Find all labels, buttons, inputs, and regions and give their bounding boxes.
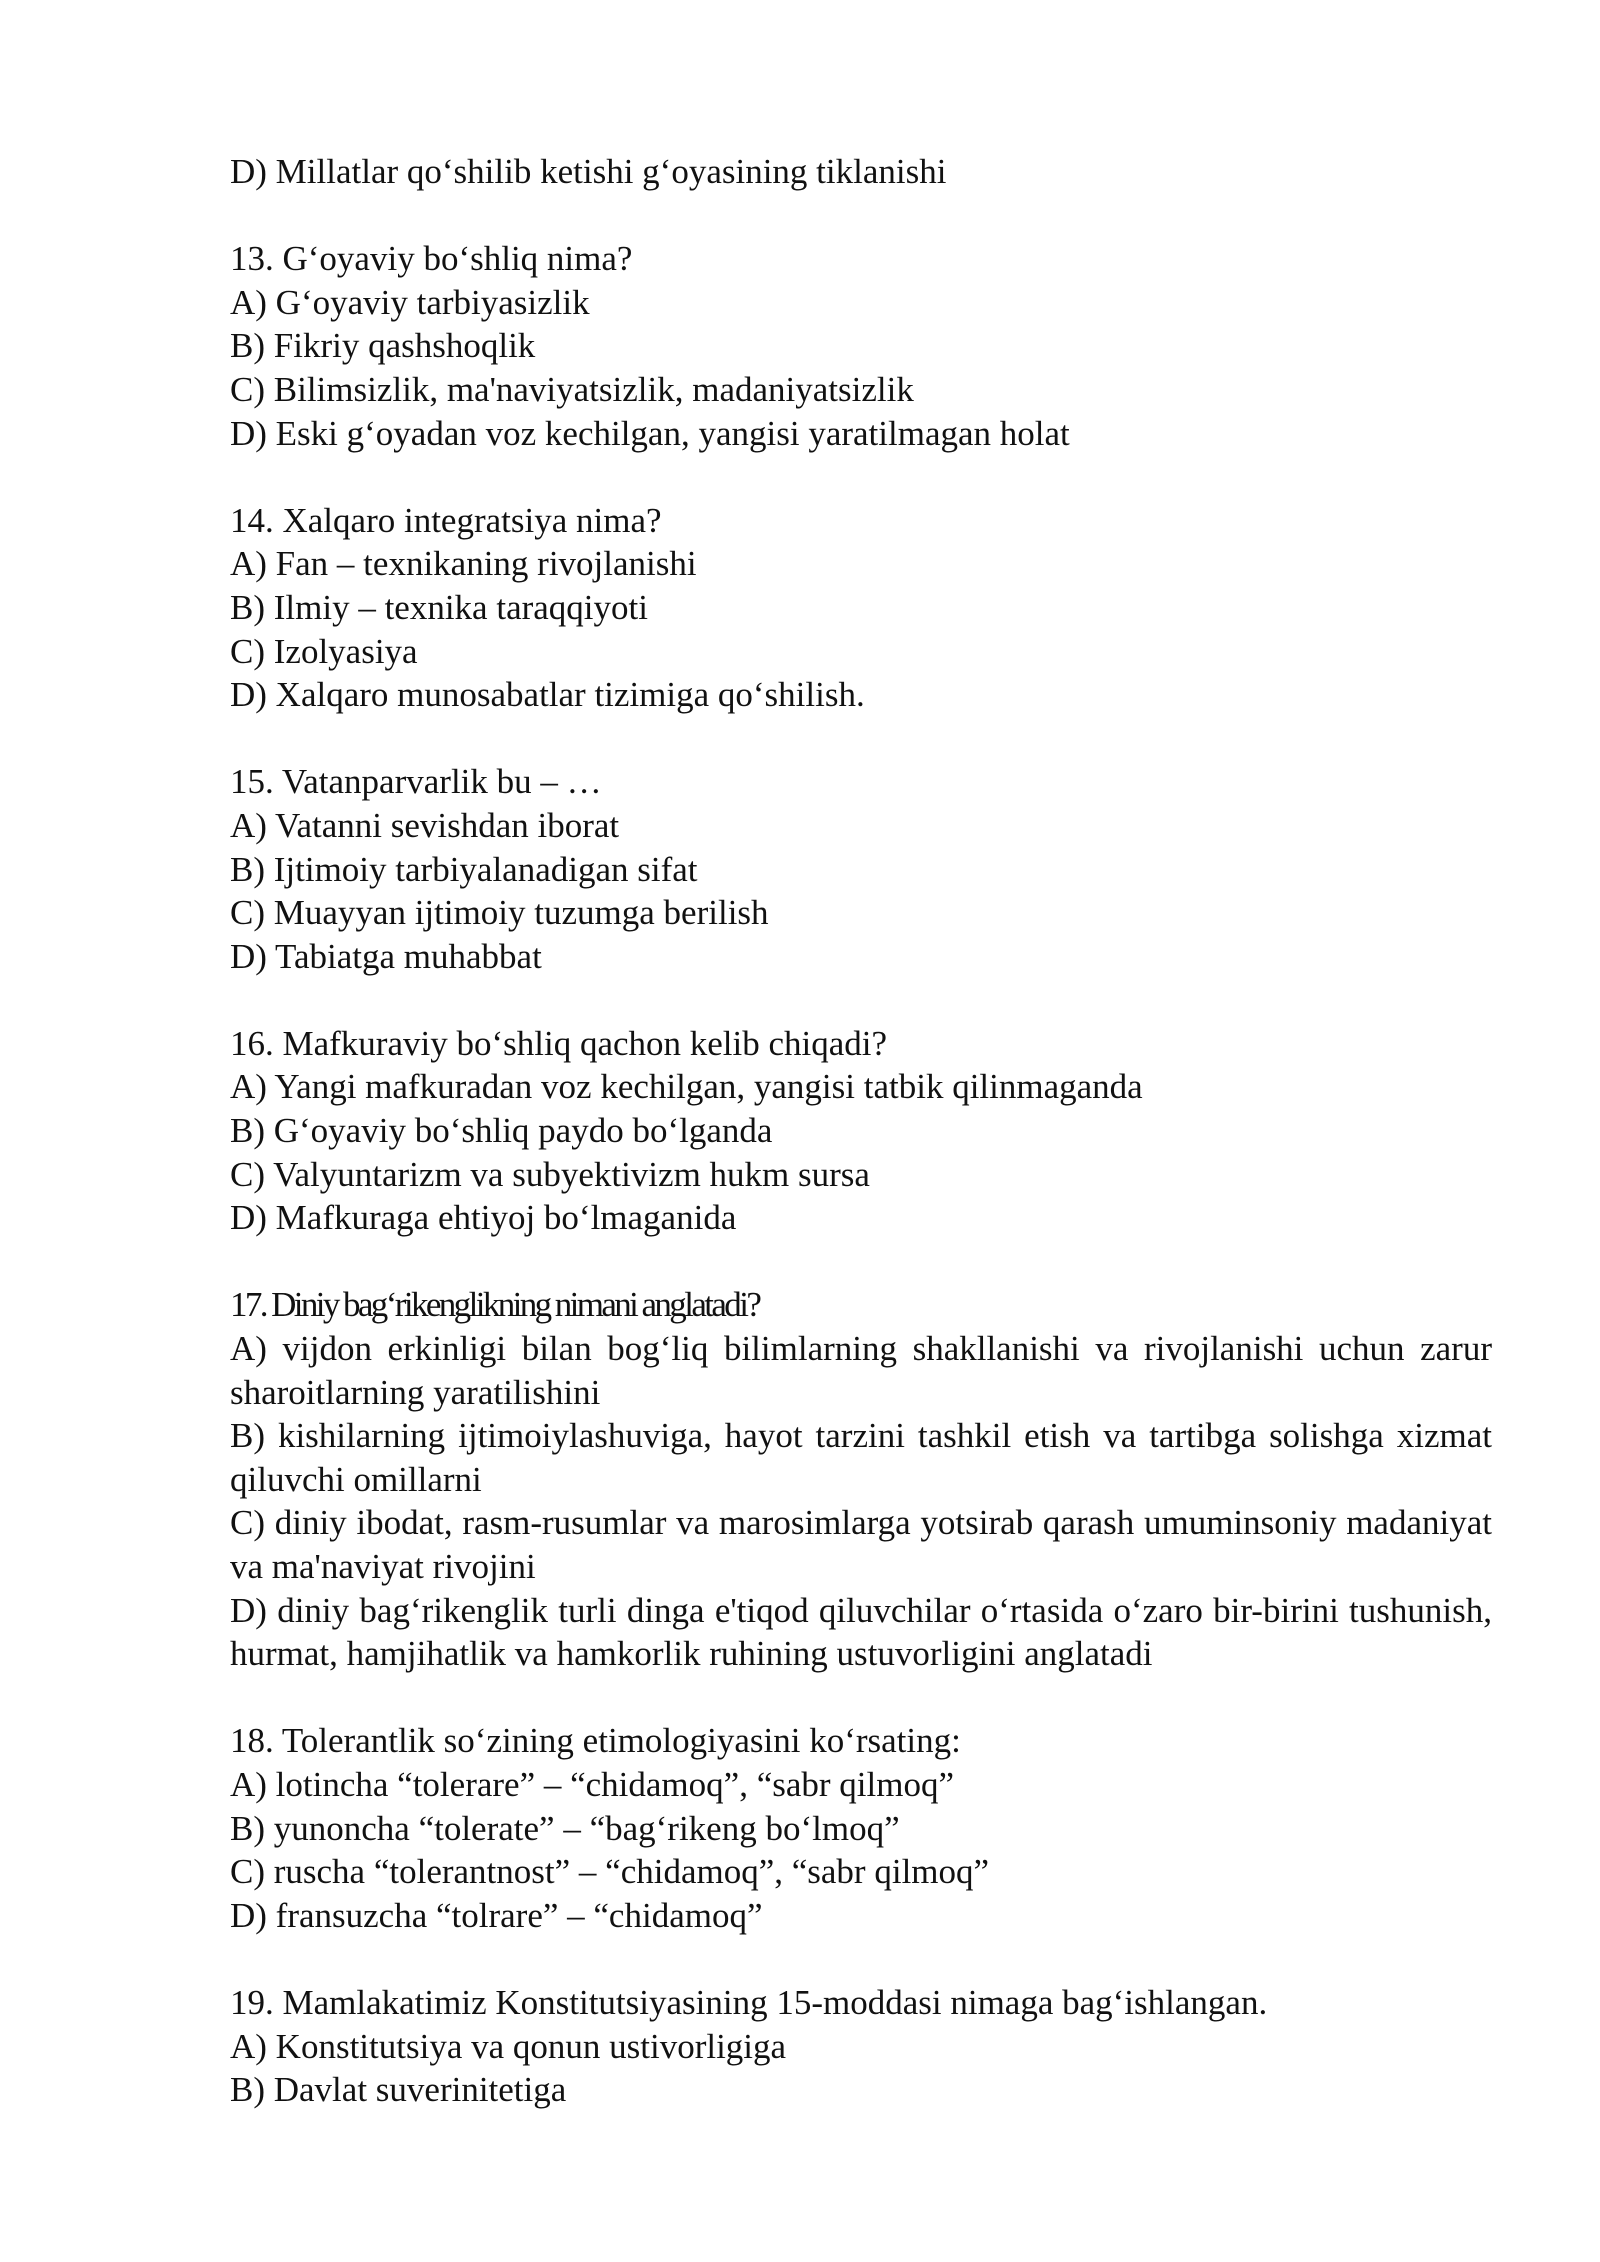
answer-option: D) Xalqaro munosabatlar tizimiga qo‘shilish. bbox=[230, 675, 865, 715]
question-19: 19. Mamlakatimiz Konstitutsiyasining 15-moddasi nimaga bag‘ishlangan. bbox=[230, 1982, 1268, 2022]
document-page bbox=[230, 150, 1492, 2112]
answer-option: C) Bilimsizlik, ma'naviyatsizlik, madaniyatsizlik bbox=[230, 369, 914, 409]
blank-line bbox=[230, 1937, 1492, 1981]
answer-option: D) Tabiatga muhabbat bbox=[230, 936, 542, 976]
blank-line bbox=[230, 194, 1492, 238]
answer-option: A) Yangi mafkuradan voz kechilgan, yangisi tatbik qilinmaganda bbox=[230, 1067, 1143, 1107]
answer-option: D) Mafkuraga ehtiyoj bo‘lmaganida bbox=[230, 1198, 737, 1238]
question-14: 14. Xalqaro integratsiya nima? bbox=[230, 500, 662, 540]
answer-option: A) Vatanni sevishdan iborat bbox=[230, 805, 620, 845]
question-15: 15. Vatanparvarlik bu – … bbox=[230, 762, 602, 802]
answer-option: A) Konstitutsiya va qonun ustivorligiga bbox=[230, 2026, 787, 2066]
answer-option: B) Davlat suverinitetiga bbox=[230, 2070, 567, 2110]
answer-option: B) Fikriy qashshoqlik bbox=[230, 326, 536, 366]
answer-option: A) lotincha “tolerare” – “chidamoq”, “sabr qilmoq” bbox=[230, 1764, 954, 1804]
answer-option: C) Izolyasiya bbox=[230, 631, 418, 671]
blank-line bbox=[230, 1240, 1492, 1284]
answer-option: D) diniy bag‘rikenglik turli dinga e'tiqod qiluvchilar o‘rtasida o‘zaro bir-birini tushunish, hurmat, hamjihatlik va hamkorlik ruhining ustuvorligini anglatadi bbox=[230, 1590, 1492, 1674]
blank-line bbox=[230, 978, 1492, 1022]
answer-option: D) fransuzcha “tolrare” – “chidamoq” bbox=[230, 1895, 763, 1935]
question-16: 16. Mafkuraviy bo‘shliq qachon kelib chiqadi? bbox=[230, 1023, 888, 1063]
blank-line bbox=[230, 717, 1492, 761]
question-18: 18. Tolerantlik so‘zining etimologiyasini ko‘rsating: bbox=[230, 1721, 961, 1761]
answer-option: A) vijdon erkinligi bilan bog‘liq bilimlarning shakllanishi va rivojlanishi uchun zarur sharoitlarning yaratilishini bbox=[230, 1329, 1492, 1412]
answer-option: A) G‘oyaviy tarbiyasizlik bbox=[230, 282, 590, 322]
answer-option: B) G‘oyaviy bo‘shliq paydo bo‘lganda bbox=[230, 1111, 773, 1151]
answer-option: C) Muayyan ijtimoiy tuzumga berilish bbox=[230, 893, 769, 933]
answer-option: A) Fan – texnikaning rivojlanishi bbox=[230, 544, 697, 584]
blank-line bbox=[230, 455, 1492, 499]
question-17: 17. Diniy bag‘rikenglikning nimani anglatadi? bbox=[230, 1285, 760, 1325]
question-13: 13. G‘oyaviy bo‘shliq nima? bbox=[230, 239, 633, 279]
answer-option: D) Millatlar qo‘shilib ketishi g‘oyasining tiklanishi bbox=[230, 152, 947, 191]
blank-line bbox=[230, 1676, 1492, 1720]
answer-option: D) Eski g‘oyadan voz kechilgan, yangisi yaratilmagan holat bbox=[230, 413, 1070, 453]
answer-option: B) Ijtimoiy tarbiyalanadigan sifat bbox=[230, 849, 698, 889]
answer-option: B) Ilmiy – texnika taraqqiyoti bbox=[230, 587, 648, 627]
answer-option: B) kishilarning ijtimoiylashuviga, hayot tarzini tashkil etish va tartibga solishga xizmat qiluvchi omillarni bbox=[230, 1416, 1492, 1499]
answer-option: C) Valyuntarizm va subyektivizm hukm sursa bbox=[230, 1154, 870, 1194]
answer-option: B) yunoncha “tolerate” – “bag‘rikeng bo‘lmoq” bbox=[230, 1808, 900, 1848]
answer-option: C) diniy ibodat, rasm-rusumlar va marosimlarga yotsirab qarash umuminsoniy madaniyat va ma'naviyat rivojini bbox=[230, 1503, 1492, 1586]
answer-option: C) ruscha “tolerantnost” – “chidamoq”, “sabr qilmoq” bbox=[230, 1852, 990, 1892]
